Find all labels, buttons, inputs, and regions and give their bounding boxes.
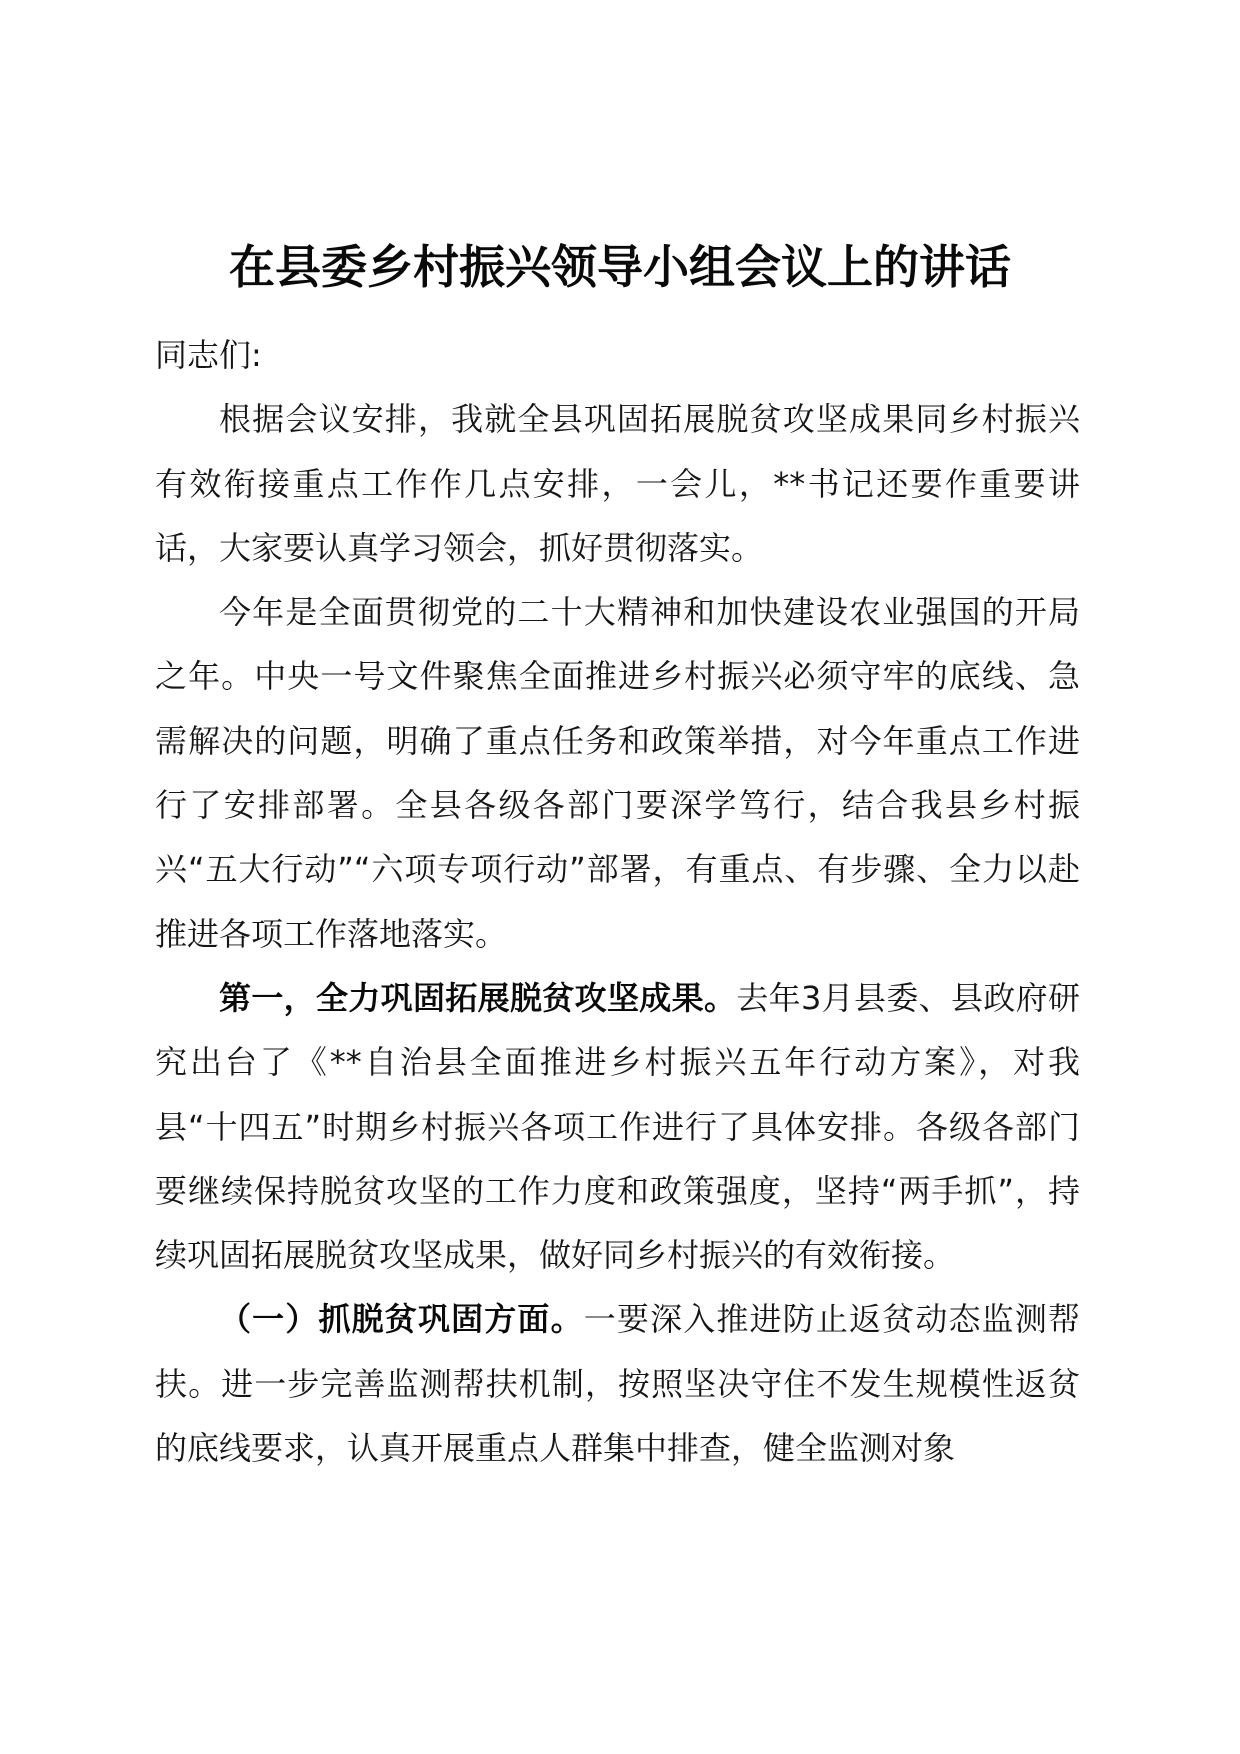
paragraph-text: 一要深入推进防止返贫动态监测帮扶。进一步完善监测帮扶机制，按照坚决守住不发生规模性返贫的底线要求，认真开展重点人群集中排查，健全监测对象 bbox=[155, 1300, 1080, 1468]
paragraph-text: 去年3月县委、县政府研究出台了《**自治县全面推进乡村振兴五年行动方案》，对我县“十四五”时期乡村振兴各项工作进行了具体安排。各级各部门要继续保持脱贫攻坚的工作力度和政策强度，坚持“两手抓”，持续巩固拓展脱贫攻坚成果，做好同乡村振兴的有效衔接。 bbox=[155, 978, 1080, 1275]
section-heading: 第一，全力巩固拓展脱贫攻坚成果。 bbox=[219, 978, 737, 1017]
paragraph-section-one bbox=[155, 966, 1080, 1287]
paragraph-text: 今年是全面贯彻党的二十大精神和加快建设农业强国的开局之年。中央一号文件聚焦全面推进乡村振兴必须守牢的底线、急需解决的问题，明确了重点任务和政策举措，对今年重点工作进行了安排部署。全县各级各部门要深学笃行，结合我县乡村振兴“五大行动”“六项专项行动”部署，有重点、有步骤、全力以赴推进各项工作落地落实。 bbox=[155, 593, 1080, 953]
paragraph-intro bbox=[155, 387, 1080, 580]
document-title: 在县委乡村振兴领导小组会议上的讲话 bbox=[229, 239, 1011, 294]
subsection-heading: （一）抓脱贫巩固方面。 bbox=[219, 1300, 584, 1339]
paragraph-text: 根据会议安排，我就全县巩固拓展脱贫攻坚成果同乡村振兴有效衔接重点工作作几点安排，一会儿，**书记还要作重要讲话，大家要认真学习领会，抓好贯彻落实。 bbox=[155, 400, 1080, 567]
paragraph-subsection-one bbox=[155, 1287, 1080, 1480]
paragraph-background bbox=[155, 580, 1080, 966]
salutation: 同志们: bbox=[155, 336, 262, 374]
document-body bbox=[155, 323, 1080, 1480]
